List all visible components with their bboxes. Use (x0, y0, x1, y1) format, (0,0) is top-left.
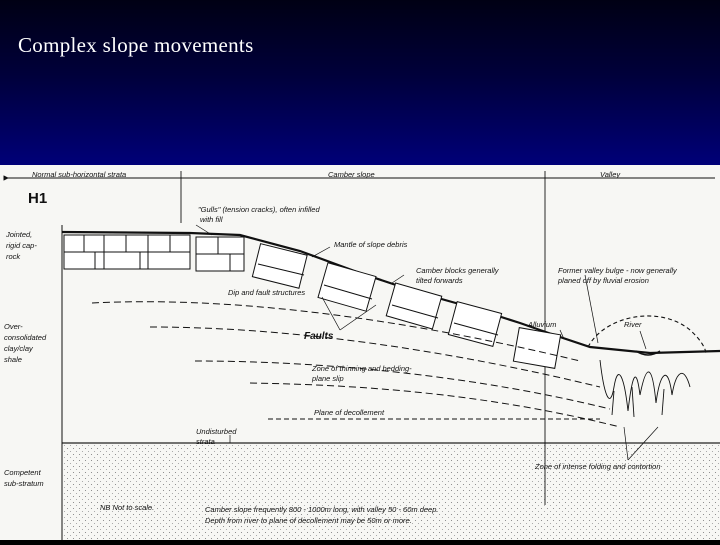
clay-label-2: consolidated (4, 333, 47, 342)
faults-label: Faults (304, 331, 334, 342)
section-label-middle: Camber slope (328, 170, 375, 179)
decollement-label: Plane of decollement (314, 408, 385, 417)
thinning-label-1: Zone of thinning and bedding- (312, 364, 412, 373)
camber-blocks-label-2: tilted forwards (416, 276, 463, 285)
section-label-right: Valley (600, 170, 621, 179)
valley-bulge-label-2: planed off by fluvial erosion (558, 276, 649, 285)
valley-bulge-label-1: Former valley bulge - now generally (558, 266, 677, 275)
valley-folds (600, 360, 690, 417)
note-line-1: Camber slope frequently 800 - 1000m long, with valley 50 - 60m deep. (205, 505, 439, 514)
clay-label-1: Over- (4, 322, 23, 331)
note-line-2: Depth from river to plane of decollement may be 50m or more. (205, 516, 412, 525)
substratum-label-2: sub-stratum (4, 479, 44, 488)
caprock-label-2: rigid cap- (6, 241, 37, 250)
clay-label-3: clay/clay (4, 344, 33, 353)
diagram-panel (0, 165, 720, 540)
mantle-label: Mantle of slope debris (334, 240, 408, 249)
slope-diagram (0, 165, 720, 540)
camber-blocks (252, 244, 560, 369)
valley-bulge (588, 316, 706, 353)
undisturbed-label-2: strata (196, 437, 215, 446)
caprock-blocks (64, 235, 244, 271)
slide-header (0, 0, 720, 165)
thinning-label-2: plane slip (312, 374, 344, 383)
note-nb: NB Not to scale. (100, 503, 155, 512)
substratum-zone (62, 443, 720, 540)
caprock-label-1: Jointed, (6, 230, 33, 239)
gulls-label-2: with fill (200, 215, 223, 224)
caprock-label-3: rock (6, 252, 21, 261)
dip-fault-label: Dip and fault structures (228, 288, 306, 297)
gulls-label-1: "Gulls" (tension cracks), often infilled (198, 205, 320, 214)
intense-folding-label: Zone of intense folding and contortion (535, 462, 661, 471)
section-label-left: Normal sub-horizontal strata (32, 170, 127, 179)
clay-label-4: shale (4, 355, 22, 364)
alluvium-label: Alluvium (528, 320, 557, 329)
substratum-label-1: Competent (4, 468, 41, 477)
river-label: River (624, 320, 642, 329)
undisturbed-label-1: Undisturbed (196, 427, 237, 436)
camber-blocks-label-1: Camber blocks generally (416, 266, 499, 275)
slide-title: Complex slope movements (18, 33, 254, 57)
diagram-id-label: H1 (28, 190, 48, 207)
